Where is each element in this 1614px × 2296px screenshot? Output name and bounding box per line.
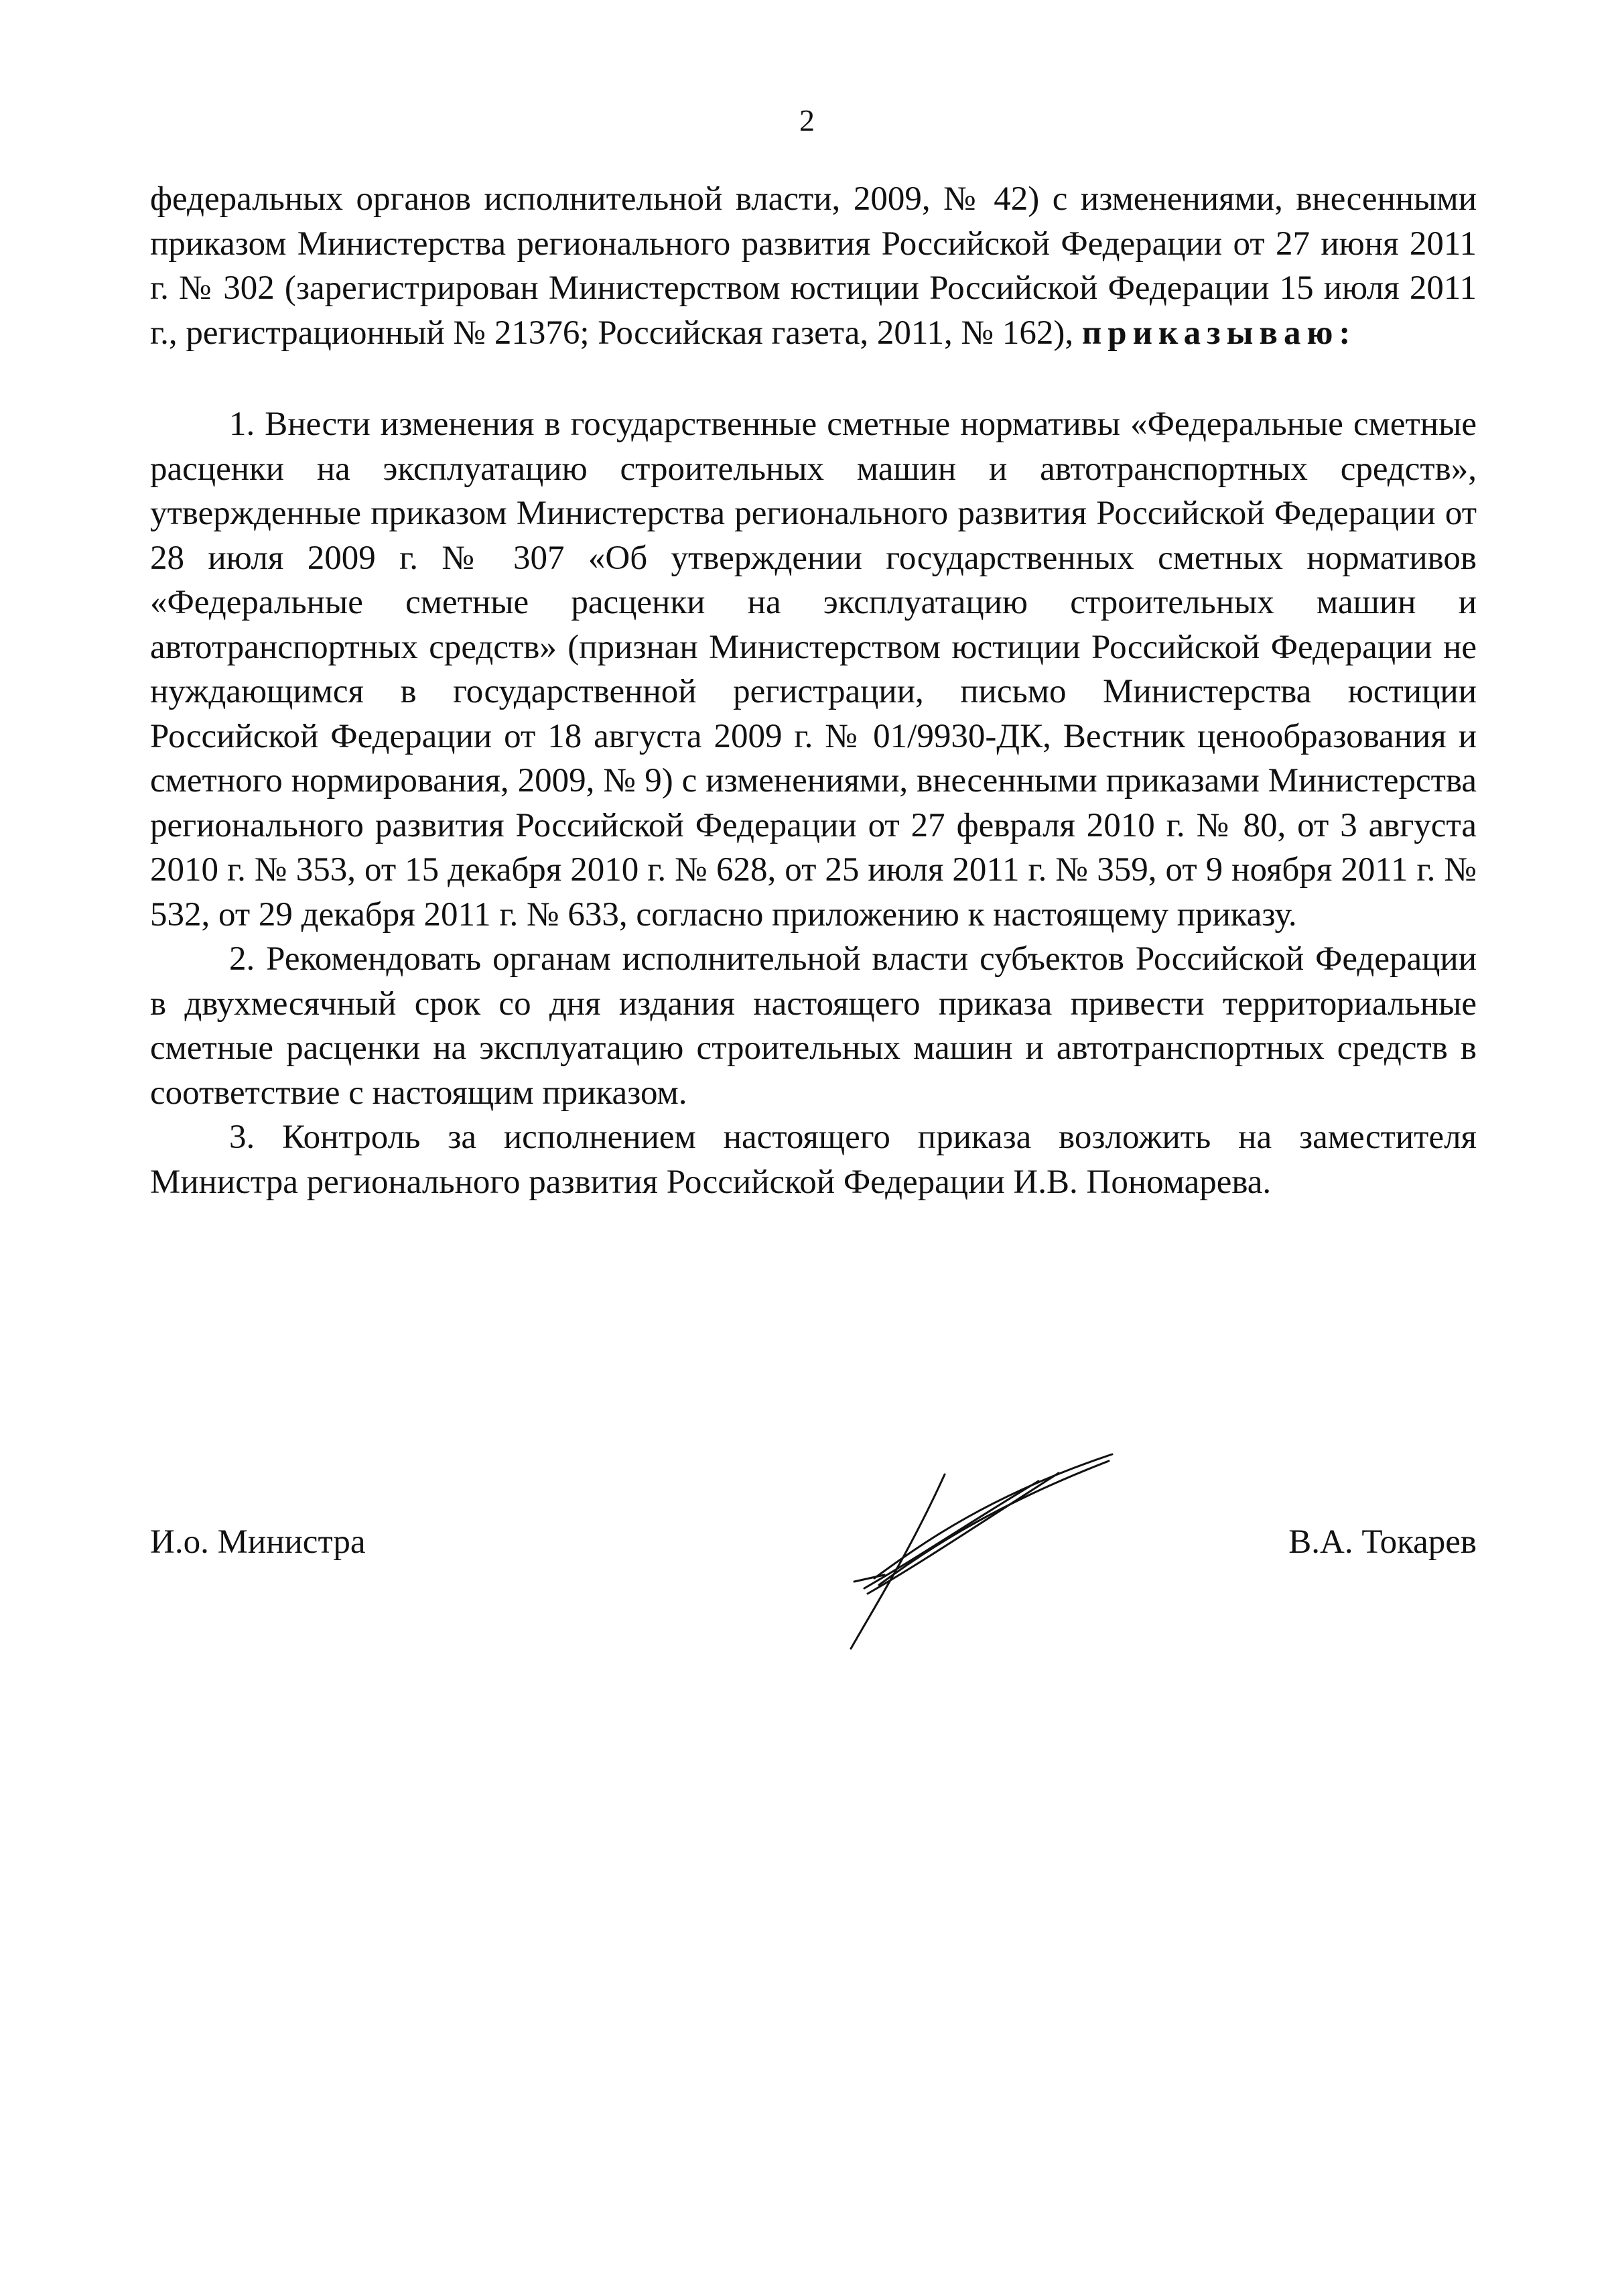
intro-text: федеральных органов исполнительной власти, 2009, № 42) с изменениями, внесенными приказом Министерства регионального развития Российской Федерации от 27 июня 2011 г. № 302 (зарегистрирован Министерством юстиции Российской Федерации 15 июля 2011 г., регистрационный № 21376; Российская газета, 2011, № 162), [150, 180, 1477, 352]
page-number: 2 [799, 103, 815, 137]
intro-paragraph [150, 177, 1477, 355]
order-keyword: приказываю: [1081, 314, 1357, 352]
order-item-3: 3. Контроль за исполнением настоящего приказа возложить на заместителя Министра регионального развития Российской Федерации И.В. Пономарева. [150, 1119, 1477, 1201]
handwritten-signature [837, 1441, 1132, 1696]
signatory-position: И.о. Министра [150, 1523, 366, 1561]
order-item-2: 2. Рекомендовать органам исполнительной власти субъектов Российской Федерации в двухмесячный срок со дня издания настоящего приказа привести территориальные сметные расценки на эксплуатацию строительных машин и автотранспортных средств в соответствие с настоящим приказом. [150, 940, 1477, 1112]
document-body [150, 177, 1477, 1204]
order-item-1: 1. Внести изменения в государственные сметные нормативы «Федеральные сметные расценки на эксплуатацию строительных машин и автотранспортных средств», утвержденные приказом Министерства регионального развития Российской Федерации от 28 июля 2009 г. № 307 «Об утверждении государственных сметных нормативов «Федеральные сметные расценки на эксплуатацию строительных машин и автотранспортных средств» (признан Министерством юстиции Российской Федерации не нуждающимся в государственной регистрации, письмо Министерства юстиции Российской Федерации от 18 августа 2009 г. № 01/9930-ДК, Вестник ценообразования и сметного нормирования, 2009, № 9) с изменениями, внесенными приказами Министерства регионального развития Российской Федерации от 27 февраля 2010 г. № 80, от 3 августа 2010 г. № 353, от 15 декабря 2010 г. № 628, от 25 июля 2011 г. № 359, от 9 ноября 2011 г. № 532, от 29 декабря 2011 г. № 633, согласно приложению к настоящему приказу. [150, 405, 1477, 934]
paragraph-gap [150, 355, 1477, 402]
signature-block [150, 1520, 1477, 1567]
signatory-name: В.А. Токарев [1288, 1523, 1477, 1561]
